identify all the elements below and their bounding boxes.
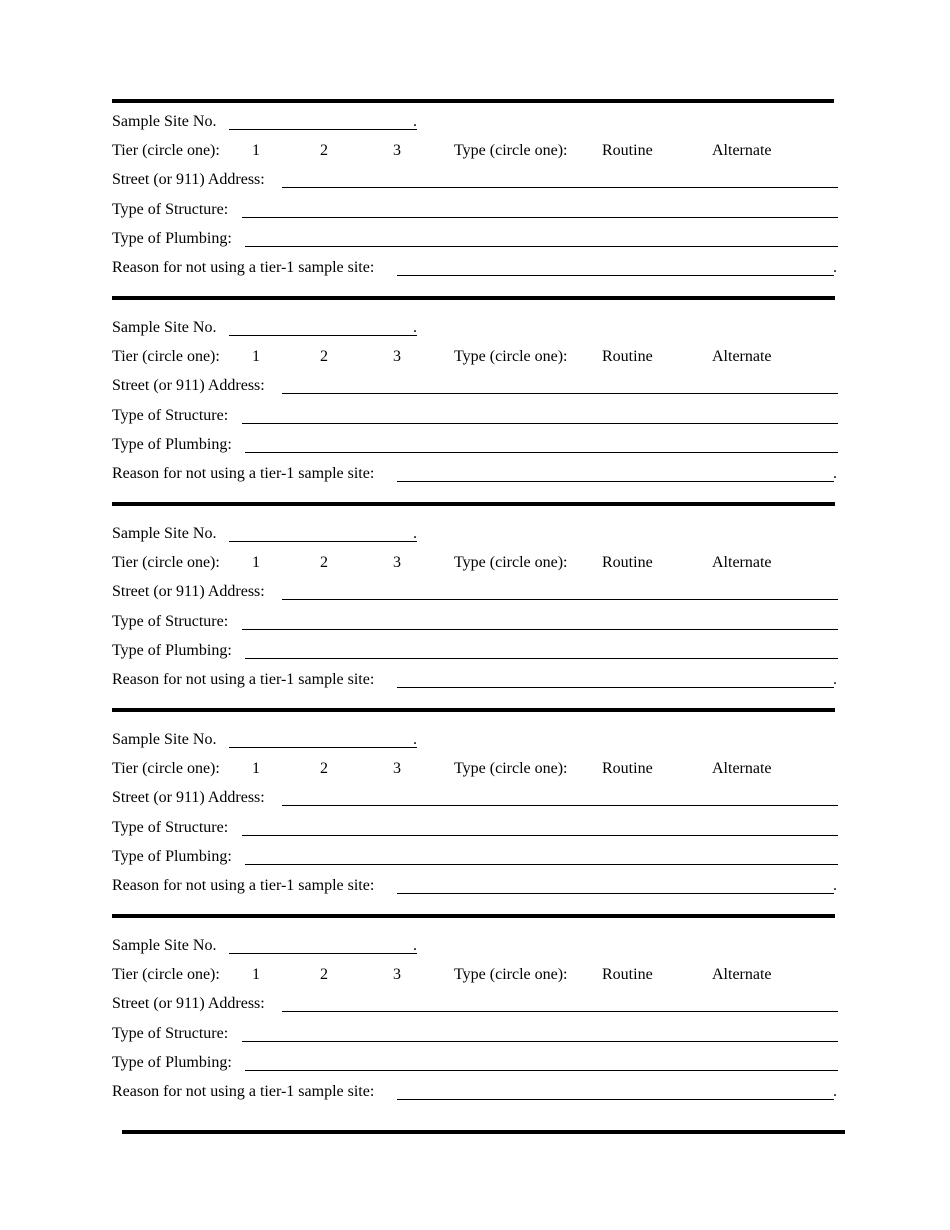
tier-type-row (112, 140, 840, 162)
sample-site-no-field[interactable] (229, 523, 417, 542)
plumbing-label: Type of Plumbing: (112, 436, 232, 453)
sample-site-block (112, 729, 840, 905)
period-mark: . (833, 465, 837, 482)
tier-label: Tier (circle one): (112, 142, 220, 159)
reason-row (112, 875, 840, 897)
tier-type-row (112, 964, 840, 986)
tier-label: Tier (circle one): (112, 554, 220, 571)
period-mark: . (413, 525, 417, 542)
reason-field[interactable] (397, 875, 834, 894)
type-option-routine[interactable]: Routine (602, 554, 653, 571)
divider-rule (112, 914, 835, 918)
type-option-alternate[interactable]: Alternate (712, 142, 772, 159)
reason-label: Reason for not using a tier-1 sample site: (112, 877, 375, 894)
plumbing-row (112, 846, 840, 868)
type-option-alternate[interactable]: Alternate (712, 348, 772, 365)
sample-site-label: Sample Site No. (112, 525, 217, 542)
structure-row (112, 199, 840, 221)
sample-site-block (112, 111, 840, 287)
reason-row (112, 1081, 840, 1103)
divider-rule (112, 502, 835, 506)
structure-row (112, 1023, 840, 1045)
type-label: Type (circle one): (454, 554, 568, 571)
structure-row (112, 817, 840, 839)
street-address-label: Street (or 911) Address: (112, 789, 265, 806)
period-mark: . (413, 113, 417, 130)
plumbing-type-field[interactable] (245, 1052, 838, 1071)
street-address-field[interactable] (282, 787, 838, 806)
plumbing-row (112, 1052, 840, 1074)
street-address-label: Street (or 911) Address: (112, 583, 265, 600)
street-address-field[interactable] (282, 169, 838, 188)
street-address-field[interactable] (282, 581, 838, 600)
plumbing-label: Type of Plumbing: (112, 230, 232, 247)
street-address-row (112, 993, 840, 1015)
structure-label: Type of Structure: (112, 201, 229, 218)
tier-option-3[interactable]: 3 (393, 760, 401, 777)
street-address-label: Street (or 911) Address: (112, 377, 265, 394)
reason-label: Reason for not using a tier-1 sample site: (112, 465, 375, 482)
tier-option-3[interactable]: 3 (393, 142, 401, 159)
plumbing-row (112, 640, 840, 662)
plumbing-row (112, 228, 840, 250)
sample-site-no-field[interactable] (229, 729, 417, 748)
street-address-field[interactable] (282, 375, 838, 394)
structure-label: Type of Structure: (112, 613, 229, 630)
structure-label: Type of Structure: (112, 1025, 229, 1042)
street-address-label: Street (or 911) Address: (112, 995, 265, 1012)
divider-rule (112, 708, 835, 712)
period-mark: . (833, 671, 837, 688)
period-mark: . (413, 937, 417, 954)
sample-site-block (112, 935, 840, 1111)
plumbing-label: Type of Plumbing: (112, 1054, 232, 1071)
sample-site-no-field[interactable] (229, 111, 417, 130)
sample-site-block (112, 523, 840, 699)
sample-site-block (112, 317, 840, 493)
type-option-routine[interactable]: Routine (602, 348, 653, 365)
reason-row (112, 257, 840, 279)
structure-row (112, 611, 840, 633)
period-mark: . (413, 731, 417, 748)
street-address-field[interactable] (282, 993, 838, 1012)
tier-label: Tier (circle one): (112, 348, 220, 365)
tier-label: Tier (circle one): (112, 760, 220, 777)
tier-option-1[interactable]: 1 (252, 966, 260, 983)
type-option-routine[interactable]: Routine (602, 966, 653, 983)
tier-type-row (112, 552, 840, 574)
street-address-row (112, 581, 840, 603)
period-mark: . (833, 877, 837, 894)
type-label: Type (circle one): (454, 142, 568, 159)
divider-rule (112, 99, 834, 103)
type-label: Type (circle one): (454, 966, 568, 983)
type-option-alternate[interactable]: Alternate (712, 966, 772, 983)
reason-field[interactable] (397, 463, 834, 482)
sample-site-no-field[interactable] (229, 935, 417, 954)
structure-type-field[interactable] (242, 817, 838, 836)
type-label: Type (circle one): (454, 760, 568, 777)
period-mark: . (833, 259, 837, 276)
type-option-routine[interactable]: Routine (602, 760, 653, 777)
tier-option-3[interactable]: 3 (393, 966, 401, 983)
tier-option-2[interactable]: 2 (320, 348, 328, 365)
structure-type-field[interactable] (242, 611, 838, 630)
structure-row (112, 405, 840, 427)
type-label: Type (circle one): (454, 348, 568, 365)
reason-field[interactable] (397, 257, 834, 276)
tier-option-2[interactable]: 2 (320, 760, 328, 777)
plumbing-type-field[interactable] (245, 640, 838, 659)
tier-option-1[interactable]: 1 (252, 760, 260, 777)
tier-type-row (112, 758, 840, 780)
tier-option-3[interactable]: 3 (393, 554, 401, 571)
tier-option-1[interactable]: 1 (252, 142, 260, 159)
divider-rule (122, 1130, 845, 1134)
reason-row (112, 463, 840, 485)
type-option-alternate[interactable]: Alternate (712, 554, 772, 571)
sample-site-row (112, 729, 840, 751)
sample-site-label: Sample Site No. (112, 731, 217, 748)
plumbing-label: Type of Plumbing: (112, 642, 232, 659)
sample-site-row (112, 523, 840, 545)
street-address-row (112, 375, 840, 397)
tier-option-2[interactable]: 2 (320, 142, 328, 159)
sample-site-row (112, 111, 840, 133)
type-option-alternate[interactable]: Alternate (712, 760, 772, 777)
sample-site-row (112, 935, 840, 957)
structure-type-field[interactable] (242, 1023, 838, 1042)
sample-site-no-field[interactable] (229, 317, 417, 336)
plumbing-type-field[interactable] (245, 846, 838, 865)
structure-type-field[interactable] (242, 199, 838, 218)
street-address-row (112, 169, 840, 191)
tier-option-1[interactable]: 1 (252, 348, 260, 365)
plumbing-label: Type of Plumbing: (112, 848, 232, 865)
tier-label: Tier (circle one): (112, 966, 220, 983)
structure-label: Type of Structure: (112, 819, 229, 836)
period-mark: . (833, 1083, 837, 1100)
street-address-row (112, 787, 840, 809)
reason-field[interactable] (397, 669, 834, 688)
reason-label: Reason for not using a tier-1 sample site: (112, 259, 375, 276)
tier-type-row (112, 346, 840, 368)
tier-option-1[interactable]: 1 (252, 554, 260, 571)
sample-site-label: Sample Site No. (112, 937, 217, 954)
plumbing-row (112, 434, 840, 456)
reason-field[interactable] (397, 1081, 834, 1100)
plumbing-type-field[interactable] (245, 434, 838, 453)
type-option-routine[interactable]: Routine (602, 142, 653, 159)
structure-type-field[interactable] (242, 405, 838, 424)
reason-row (112, 669, 840, 691)
sample-site-label: Sample Site No. (112, 319, 217, 336)
street-address-label: Street (or 911) Address: (112, 171, 265, 188)
reason-label: Reason for not using a tier-1 sample site: (112, 1083, 375, 1100)
plumbing-type-field[interactable] (245, 228, 838, 247)
sample-site-label: Sample Site No. (112, 113, 217, 130)
sample-site-row (112, 317, 840, 339)
structure-label: Type of Structure: (112, 407, 229, 424)
reason-label: Reason for not using a tier-1 sample site: (112, 671, 375, 688)
tier-option-3[interactable]: 3 (393, 348, 401, 365)
divider-rule (112, 296, 835, 300)
tier-option-2[interactable]: 2 (320, 554, 328, 571)
period-mark: . (413, 319, 417, 336)
tier-option-2[interactable]: 2 (320, 966, 328, 983)
